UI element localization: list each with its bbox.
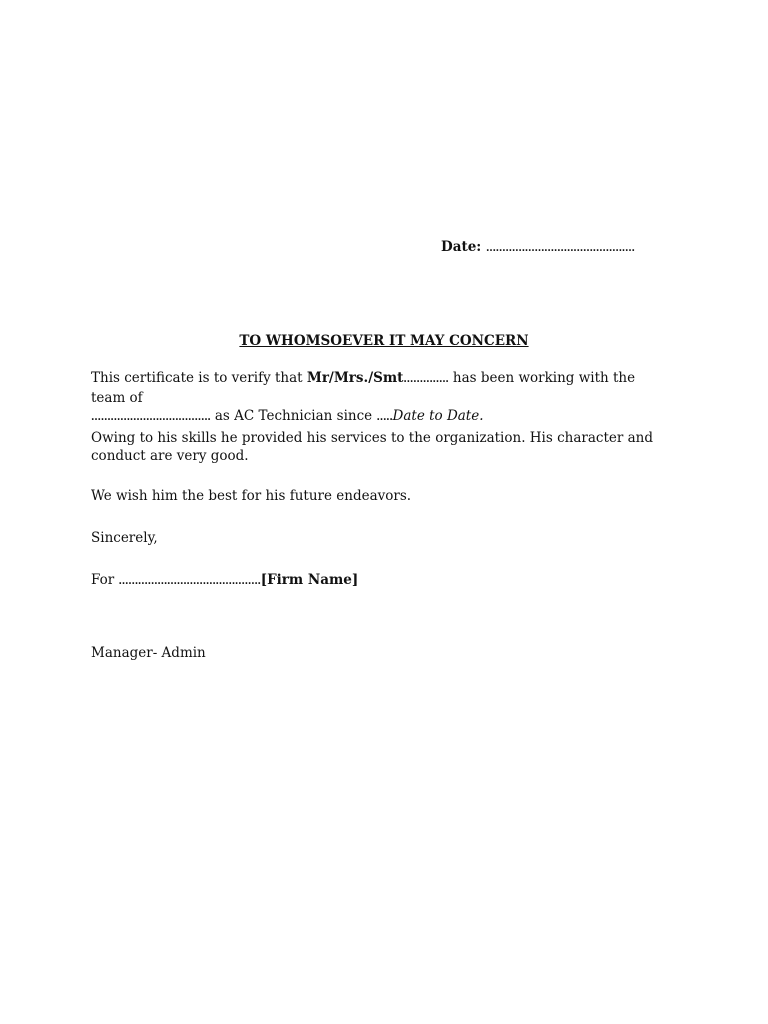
signatory: Manager- Admin bbox=[91, 645, 206, 661]
name-blank: ………….. bbox=[403, 374, 449, 385]
date-blank: ………………………………………. bbox=[485, 243, 635, 254]
date-label: Date: bbox=[441, 239, 482, 255]
date-line bbox=[441, 238, 635, 258]
name-label: Mr/Mrs./Smt bbox=[306, 370, 404, 386]
for-label: For bbox=[91, 572, 119, 588]
character-paragraph: Owing to his skills he provided his services to the organization. His character and conduct are very good. bbox=[91, 430, 654, 464]
letter-title: TO WHOMSOEVER IT MAY CONCERN bbox=[239, 333, 529, 349]
team-blank: ………………………………. bbox=[91, 412, 211, 423]
firm-line bbox=[91, 571, 671, 591]
date-range-dots: ….. bbox=[376, 412, 393, 423]
firm-blank: …………………………………….. bbox=[118, 576, 261, 587]
closing-text: Sincerely, bbox=[91, 530, 158, 546]
firm-name: [Firm Name] bbox=[260, 572, 359, 588]
wishes-paragraph: We wish him the best for his future endeavors. bbox=[91, 488, 412, 504]
role-text: as AC Technician since bbox=[210, 408, 377, 424]
verification-paragraph bbox=[91, 369, 671, 427]
date-range: Date to Date. bbox=[392, 408, 484, 424]
intro-text: This certificate is to verify that bbox=[91, 370, 307, 386]
team-text: has been working with the team of bbox=[91, 370, 636, 406]
